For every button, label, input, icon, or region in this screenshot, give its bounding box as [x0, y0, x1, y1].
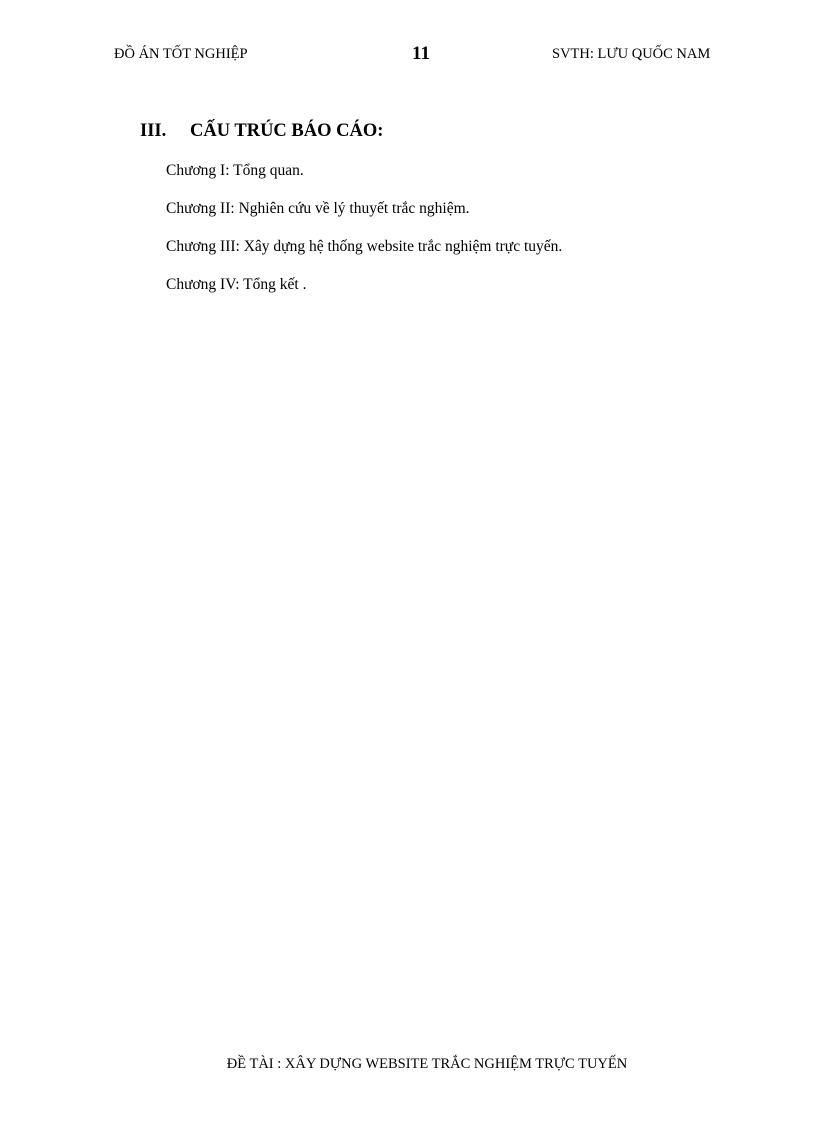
chapter-list [166, 161, 562, 313]
footer-project-title: ĐỀ TÀI : XÂY DỰNG WEBSITE TRẮC NGHIỆM TRỰC TUYẾN [226, 1056, 628, 1072]
chapter-item-4: Chương IV: Tổng kết . [166, 276, 307, 293]
header-left-title: ĐỒ ÁN TỐT NGHIỆP [114, 46, 248, 62]
chapter-item-3: Chương III: Xây dựng hệ thống website trắc nghiệm trực tuyến. [166, 238, 563, 255]
header-author: SVTH: LƯU QUỐC NAM [552, 46, 711, 62]
page-number: 11 [412, 43, 430, 64]
chapter-item-2: Chương II: Nghiên cứu về lý thuyết trắc nghiệm. [166, 200, 470, 217]
section-number: III. [140, 121, 167, 141]
section-title: CẤU TRÚC BÁO CÁO: [190, 121, 384, 141]
chapter-item-1: Chương I: Tổng quan. [166, 162, 304, 179]
section-heading [140, 121, 383, 142]
